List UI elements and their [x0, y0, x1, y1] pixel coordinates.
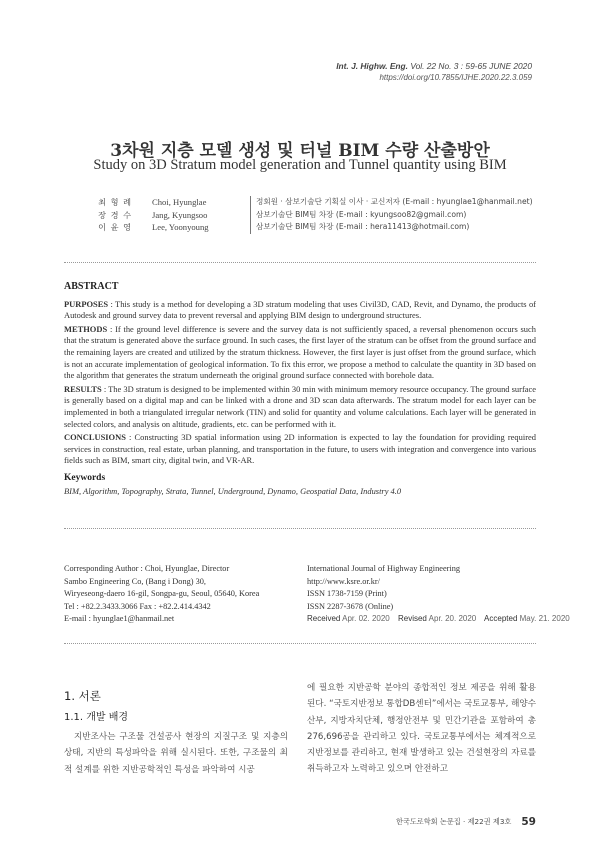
body-left-column: 지반조사는 구조물 건설공사 현장의 지질구조 및 지층의 상태, 지반의 특성파악을 위해 실시된다. 또한, 구조물의 최적 설계를 위한 지반공학적인 특성을 파악하여 시공 — [64, 732, 288, 775]
divider-mid — [64, 528, 536, 529]
methods-text: : If the ground level difference is severe and the survey data is not sufficiently spaced, a reversal phenomenon occurs such that the stratum is generated above the surface ground. In such cases, the first layer of the stratum can be offset from the ground surface and the remaining layers are created and utilized by the stratum thickness. However, the first layer is just offset from the ground surface, which is not an accurate implementation of geological information. To fix this error, we propose a method to calculate the quantity in 3D based on the algorithm that generates the stratum underneath the original ground surface connected with borehole data. — [64, 323, 536, 381]
page-number: 59 — [521, 816, 536, 828]
author-name-en: Choi, Hyunglae — [152, 197, 207, 207]
abstract-results — [64, 384, 536, 430]
author-divider — [250, 196, 251, 209]
author-name-ko: 최 형 례 — [98, 197, 132, 207]
subsection-heading: 1.1. 개발 배경 — [64, 712, 129, 723]
conclusions-label: CONCLUSIONS — [64, 432, 126, 443]
author-affiliation: 삼보기술단 BIM팀 차장 (E-mail : kyungsoo82@gmail.com) — [256, 209, 467, 219]
author-affiliation: 정회원 · 삼보기술단 기획실 이사 · 교신저자 (E-mail : hyunglae1@hanmail.net) — [256, 197, 533, 206]
dates-row — [307, 613, 576, 626]
received-label: Received — [307, 614, 341, 624]
results-text: : The 3D stratum is designed to be implemented within 30 min with minimum memory resource occupancy. The ground surface is generally based on a digital map and can be linked with a drone and 3D scan data afterwards. The stratum model for each layer can be implemented in both a triangulated irregular network (TIN) and solid for quantity and volume calculations. Each layer will be generated in selected colors, and analysis on altitude, gradients, etc. can be performed with it. — [64, 383, 536, 429]
divider-top — [64, 262, 536, 263]
journal-url[interactable]: http://www.ksre.or.kr/ — [307, 576, 380, 586]
author-name-ko: 장 경 수 — [98, 209, 132, 220]
corr-line: Tel : +82.2.3433.3066 Fax : +82.2.414.4342 — [64, 601, 211, 611]
corresponding-author — [64, 563, 259, 626]
abstract-purposes — [64, 299, 536, 322]
footer-journal: 한국도로학회 논문집 · 제22권 제3호 — [395, 817, 512, 826]
page-footer — [396, 816, 536, 828]
abstract-section — [64, 281, 536, 499]
title-korean: 3차원 지층 모델 생성 및 터널 BIM 수량 산출방안 — [110, 141, 490, 161]
author-name-ko: 이 윤 영 — [98, 222, 132, 232]
author-name-en: Lee, Yoonyoung — [152, 222, 209, 232]
issn-print: ISSN 1738-7159 (Print) — [307, 589, 387, 599]
revised-label: Revised — [397, 614, 427, 624]
purposes-label: PURPOSES — [64, 298, 109, 309]
revised-date: Apr. 20. 2020 — [428, 614, 477, 624]
body-right-column: 에 필요한 지반공학 분야의 종합적인 정보 제공을 위해 활용된다. “국토지반정보 통합DB센터”에서는 국토교통부, 해양수산부, 지방자치단체, 행정안전부 및 민간기관을 포함하여 총 276,696공을 관리하고 있다. 국토교통부에서는 체계적으로 지반정보를 관리하고, 현재 발생하고 있는 건설현장의 자료를 취득하고자 노력하고 있으며 안전하고 — [307, 683, 536, 775]
author-list — [80, 196, 533, 234]
divider-bottom — [64, 643, 536, 644]
abstract-methods — [64, 324, 536, 382]
author-divider — [250, 209, 251, 222]
conclusions-text: : Constructing 3D spatial information using 2D information is expected to lay the foundation for providing required services in construction, real estate, urban planning, and transportation in the future, to users with integration and convergence into various fields such as BIM, smart city, digital twin, and VR-AR. — [64, 432, 536, 466]
received-date: Apr. 02. 2020 — [342, 614, 390, 624]
title-english: Study on 3D Stratum model generation and Tunnel quantity using BIM — [93, 157, 507, 173]
corr-line: Sambo Engineering Co, (Bang i Dong) 30, — [64, 576, 206, 586]
author-row — [80, 209, 533, 222]
accepted-date: May. 21. 2020 — [519, 614, 570, 624]
accepted-label: Accepted — [484, 614, 518, 624]
author-row — [80, 196, 533, 209]
author-row — [80, 221, 533, 234]
journal-name: Int. J. Highw. Eng. — [336, 61, 408, 71]
corr-line: Wiryeseong-daero 16-gil, Songpa-gu, Seoul, 05640, Korea — [64, 589, 260, 599]
author-affiliation: 삼보기술단 BIM팀 차장 (E-mail : hera11413@hotmail.com) — [256, 222, 470, 231]
corr-email: E-mail : hyunglae1@hanmail.net — [64, 614, 175, 624]
abstract-conclusions — [64, 432, 536, 467]
journal-header — [336, 60, 532, 83]
keywords-heading: Keywords — [64, 472, 106, 483]
methods-label: METHODS — [64, 323, 108, 334]
section-heading: 1. 서론 — [64, 689, 101, 703]
abstract-heading: ABSTRACT — [64, 281, 119, 292]
purposes-text: : This study is a method for developing a 3D stratum modeling that uses Civil3D, CAD, Revit, and Dynamo, the products of Autodesk and ground survey data to prevent reversal and applying BIM design to underground structures. — [64, 298, 536, 321]
journal-volume: Vol. 22 No. 3 : 59-65 JUNE 2020 — [410, 61, 532, 71]
journal-info-box — [307, 563, 576, 626]
author-divider — [250, 221, 251, 234]
author-name-en: Jang, Kyungsoo — [152, 209, 208, 220]
corr-line: Corresponding Author : Choi, Hyunglae, Director — [64, 564, 230, 573]
issn-online: ISSN 2287-3678 (Online) — [307, 601, 394, 611]
keywords-text: BIM, Algorithm, Topography, Strata, Tunnel, Underground, Dynamo, Geospatial Data, Industry 4.0 — [64, 485, 402, 496]
results-label: RESULTS — [64, 383, 102, 394]
journal-title: International Journal of Highway Engineering — [307, 564, 460, 573]
doi-link[interactable]: https://doi.org/10.7855/IJHE.2020.22.3.059 — [379, 73, 532, 82]
